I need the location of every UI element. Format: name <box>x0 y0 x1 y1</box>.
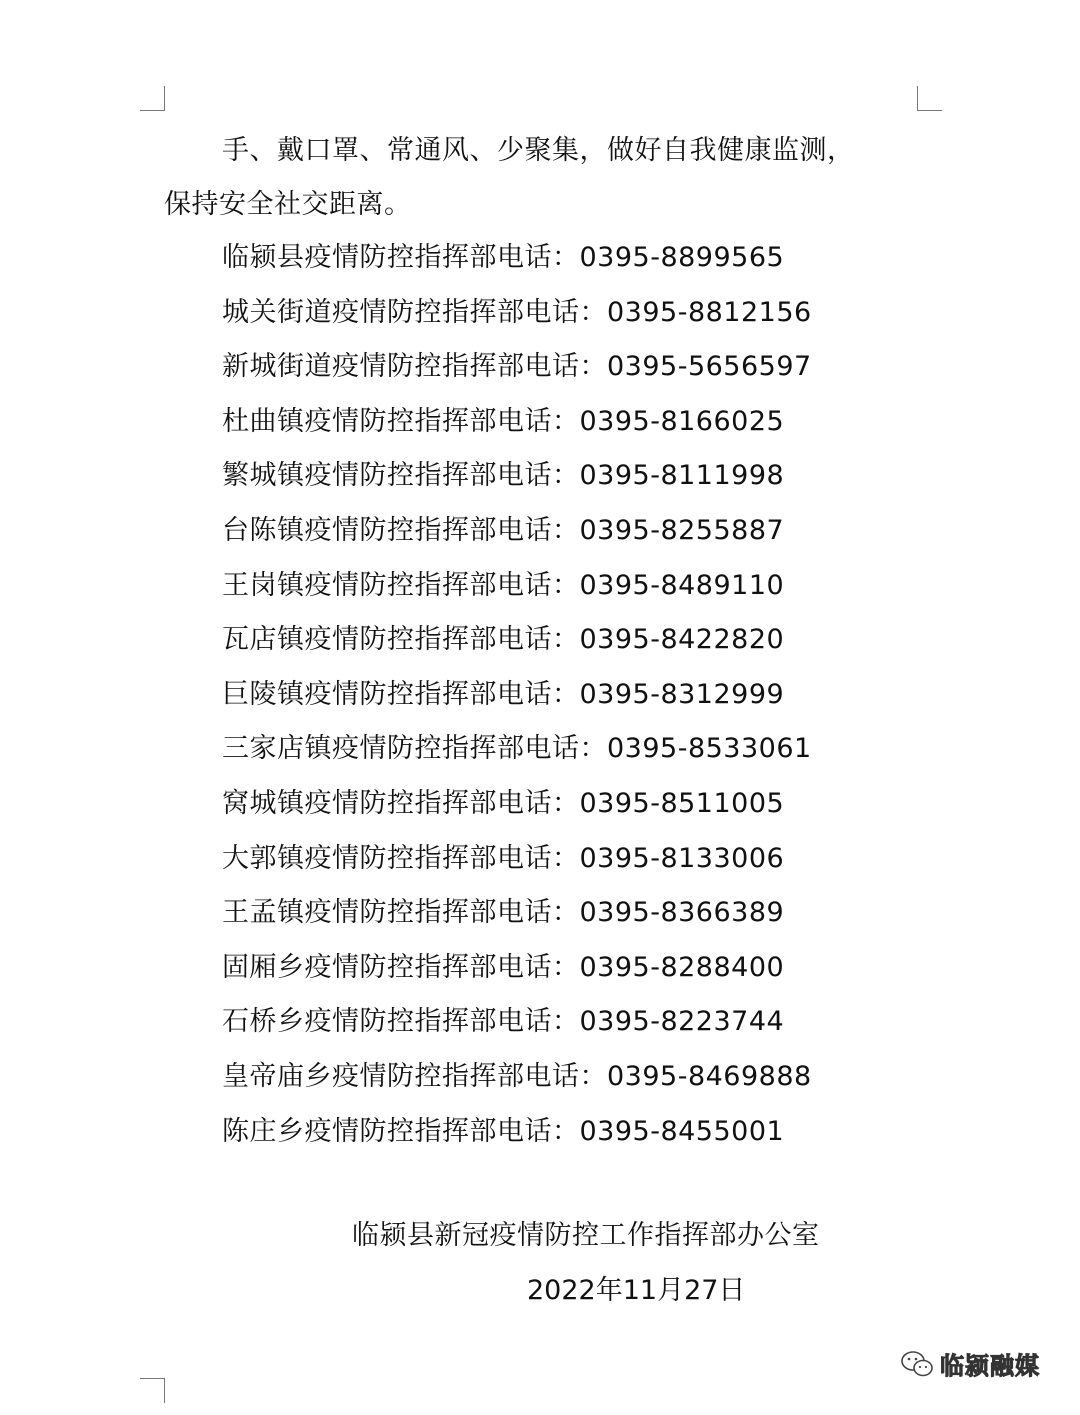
watermark <box>900 1346 1040 1381</box>
watermark-text: 临颍融媒 <box>940 1352 1040 1380</box>
contact-line: 王孟镇疫情防控指挥部电话：0395-8366389 <box>222 897 785 929</box>
contact-line: 瓦店镇疫情防控指挥部电话：0395-8422820 <box>222 624 785 656</box>
contact-line: 杜曲镇疫情防控指挥部电话：0395-8166025 <box>222 405 785 437</box>
contact-line: 皇帝庙乡疫情防控指挥部电话：0395-8469888 <box>222 1060 812 1092</box>
intro-line-2: 保持安全社交距离。 <box>164 189 412 220</box>
contact-line: 繁城镇疫情防控指挥部电话：0395-8111998 <box>222 460 785 492</box>
contact-line: 窝城镇疫情防控指挥部电话：0395-8511005 <box>222 787 785 819</box>
contact-line: 巨陵镇疫情防控指挥部电话：0395-8312999 <box>222 678 785 710</box>
contact-line: 新城街道疫情防控指挥部电话：0395-5656597 <box>222 351 812 383</box>
signature-date: 2022年11月27日 <box>527 1275 746 1306</box>
crop-mark-top-left <box>140 86 165 111</box>
signature-organization: 临颍县新冠疫情防控工作指挥部办公室 <box>352 1220 820 1251</box>
crop-mark-top-right <box>917 86 942 111</box>
intro-line-1: 手、戴口罩、常通风、少聚集，做好自我健康监测， <box>222 135 855 166</box>
contact-line: 固厢乡疫情防控指挥部电话：0395-8288400 <box>222 951 785 983</box>
contact-line: 石桥乡疫情防控指挥部电话：0395-8223744 <box>222 1006 785 1038</box>
contact-line: 王岗镇疫情防控指挥部电话：0395-8489110 <box>222 569 785 601</box>
crop-mark-bottom-left <box>140 1378 165 1403</box>
wechat-icon <box>900 1349 934 1379</box>
contact-line: 三家店镇疫情防控指挥部电话：0395-8533061 <box>222 733 812 765</box>
contact-line: 陈庄乡疫情防控指挥部电话：0395-8455001 <box>222 1115 785 1147</box>
contact-line: 台陈镇疫情防控指挥部电话：0395-8255887 <box>222 514 785 546</box>
contact-list <box>222 238 812 1166</box>
contact-line: 大郭镇疫情防控指挥部电话：0395-8133006 <box>222 842 785 874</box>
contact-line: 城关街道疫情防控指挥部电话：0395-8812156 <box>222 296 812 328</box>
contact-line: 临颍县疫情防控指挥部电话：0395-8899565 <box>222 242 785 273</box>
